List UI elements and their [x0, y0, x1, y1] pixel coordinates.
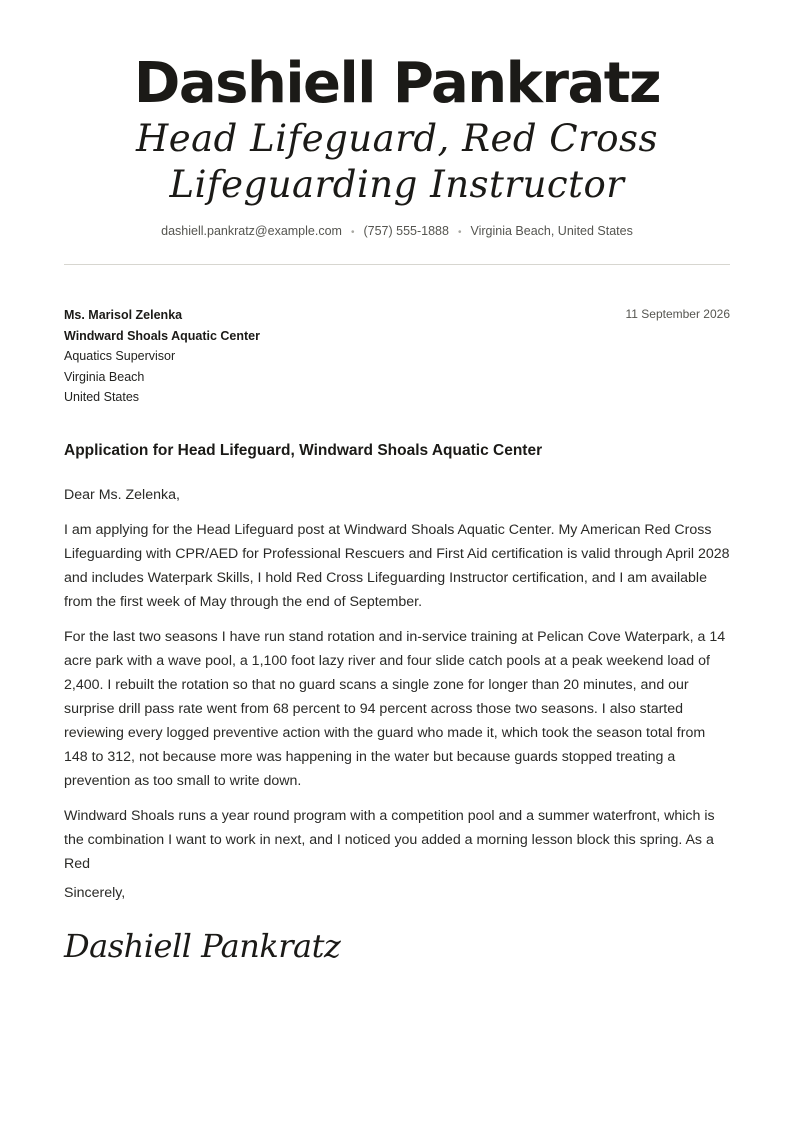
body-paragraph: For the last two seasons I have run stand rotation and in-service training at Pelican Cove Waterpark, a 14 acre park with a wave pool, a 1,100 foot lazy river and four slide catch pools at a peak weekend load of 2,400. I rebuilt the rotation so that no guard scans a single zone for longer than 20 minutes, and our surprise drill pass rate went from 68 percent to 94 percent across those two seasons. I also started reviewing every logged preventive action with the guard who made it, which took the season total from 148 to 312, not because more was happening in the water but because guards stopped treating a prevention as too small to write down. — [64, 629, 726, 789]
salutation: Dear Ms. Zelenka, — [64, 487, 180, 503]
contact-line — [0, 222, 794, 242]
recipient-block — [64, 305, 464, 408]
letter-subject: Application for Head Lifeguard, Windward Shoals Aquatic Center — [64, 442, 543, 459]
contact-phone[interactable]: (757) 555-1888 — [363, 224, 449, 238]
letter-date: 11 September 2026 — [625, 307, 730, 321]
applicant-name: Dashiell Pankratz — [133, 51, 661, 116]
letter-body — [64, 483, 730, 887]
recipient-city: Virginia Beach — [64, 369, 145, 384]
recipient-country: United States — [64, 390, 140, 404]
closing: Sincerely, — [64, 885, 126, 901]
recipient-role: Aquatics Supervisor — [64, 349, 176, 363]
body-paragraph: I am applying for the Head Lifeguard post at Windward Shoals Aquatic Center. My American Red Cross Lifeguarding with CPR/AED for Professional Rescuers and First Aid certification is valid through April 2028 and includes Waterpark Skills, I hold Red Cross Lifeguarding Instructor certification, and I am available from the first week of May through the end of September. — [64, 522, 730, 610]
recipient-name: Ms. Marisol Zelenka — [64, 308, 183, 322]
applicant-job-title: Head Lifeguard, Red Cross Lifeguarding Instructor — [135, 117, 659, 206]
header-divider — [64, 264, 730, 265]
recipient-organization: Windward Shoals Aquatic Center — [64, 328, 260, 343]
contact-location: Virginia Beach, United States — [470, 224, 633, 238]
body-paragraph: Windward Shoals runs a year round program with a competition pool and a summer waterfront, which is the combination I want to work in next, and I noticed you added a morning lesson block this spring. As a Red — [64, 808, 715, 872]
signature: Dashiell Pankratz — [64, 927, 341, 965]
contact-separator: • — [457, 227, 462, 238]
contact-email[interactable]: dashiell.pankratz@example.com — [161, 224, 342, 238]
contact-separator: • — [350, 227, 355, 238]
